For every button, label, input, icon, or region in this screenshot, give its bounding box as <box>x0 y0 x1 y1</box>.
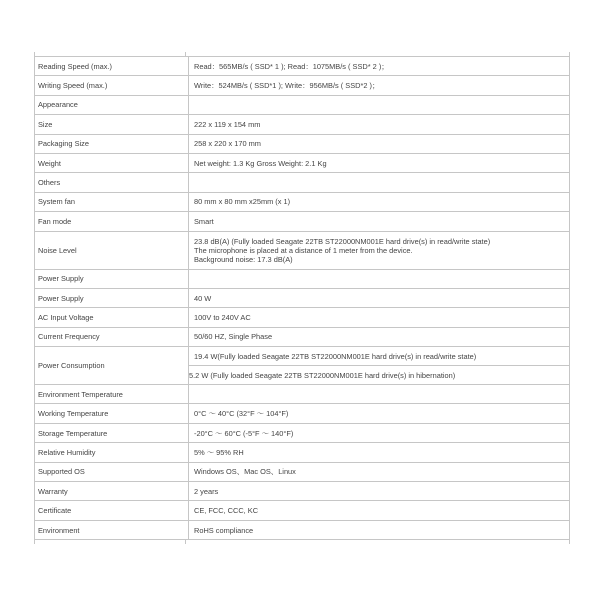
row-label: Power Consumption <box>35 347 189 385</box>
table-row <box>35 192 570 211</box>
row-label: System fan <box>35 192 189 211</box>
row-value <box>189 173 570 192</box>
row-label: Fan mode <box>35 212 189 231</box>
row-label: Environment <box>35 520 189 539</box>
table-row <box>35 482 570 501</box>
table-row <box>35 134 570 153</box>
row-value: 222 x 119 x 154 mm <box>189 115 570 134</box>
row-value: Write：524MB/s ( SSD*1 ); Write：956MB/s ( SSD*2 )； <box>189 76 570 95</box>
row-value: CE, FCC, CCC, KC <box>189 501 570 520</box>
row-label: Relative Humidity <box>35 443 189 462</box>
table-row <box>35 212 570 231</box>
table-row <box>35 153 570 172</box>
row-value: 50/60 HZ, Single Phase <box>189 327 570 346</box>
table-row <box>35 443 570 462</box>
row-value: Read：565MB/s ( SSD* 1 ); Read：1075MB/s ( SSD* 2 )； <box>189 57 570 76</box>
table-row <box>35 327 570 346</box>
table-row <box>35 347 570 366</box>
table-row <box>35 57 570 76</box>
row-value: 80 mm x 80 mm x25mm (x 1) <box>189 192 570 211</box>
row-label: Noise Level <box>35 231 189 269</box>
table-row <box>35 231 570 269</box>
spec-table <box>34 56 570 540</box>
row-label: Weight <box>35 153 189 172</box>
section-label: Power Supply <box>35 269 189 288</box>
table-row <box>35 308 570 327</box>
row-label: Current Frequency <box>35 327 189 346</box>
row-label: Warranty <box>35 482 189 501</box>
row-value: 100V to 240V AC <box>189 308 570 327</box>
row-value: Smart <box>189 212 570 231</box>
table-row <box>35 115 570 134</box>
row-value: 2 years <box>189 482 570 501</box>
section-label: Others <box>35 173 189 192</box>
noise-line: The microphone is placed at a distance of 1 meter from the device. <box>194 245 413 255</box>
row-value: Net weight: 1.3 Kg Gross Weight: 2.1 Kg <box>189 153 570 172</box>
row-value: RoHS compliance <box>189 520 570 539</box>
table-row <box>35 462 570 481</box>
row-value: 5% ～ 95% RH <box>189 443 570 462</box>
table-row <box>35 423 570 442</box>
row-label: Size <box>35 115 189 134</box>
section-label: Appearance <box>35 95 189 114</box>
section-row <box>35 385 570 404</box>
row-value: 258 x 220 x 170 mm <box>189 134 570 153</box>
noise-line: 23.8 dB(A) (Fully loaded Seagate 22TB ST22000NM001E hard drive(s) in read/write state) <box>194 236 491 246</box>
spec-sheet <box>34 56 570 540</box>
section-label: Environment Temperature <box>35 385 189 404</box>
row-value-multiline <box>189 231 570 269</box>
table-row <box>35 404 570 423</box>
row-label: Power Supply <box>35 288 189 307</box>
row-value <box>189 269 570 288</box>
row-value: 0°C ～ 40°C (32°F ～ 104°F) <box>189 404 570 423</box>
row-label: Working Temperature <box>35 404 189 423</box>
row-label: Storage Temperature <box>35 423 189 442</box>
noise-line: Background noise: 17.3 dB(A) <box>194 254 293 264</box>
row-value: 40 W <box>189 288 570 307</box>
row-label: AC Input Voltage <box>35 308 189 327</box>
row-value: Windows OS、Mac OS、Linux <box>189 462 570 481</box>
row-label: Certificate <box>35 501 189 520</box>
row-value: 5.2 W (Fully loaded Seagate 22TB ST22000NM001E hard drive(s) in hibernation) <box>189 366 570 385</box>
row-value: 19.4 W(Fully loaded Seagate 22TB ST22000NM001E hard drive(s) in read/write state) <box>189 347 570 366</box>
table-bottom-edge <box>34 540 570 544</box>
table-row <box>35 501 570 520</box>
table-row <box>35 520 570 539</box>
row-label: Reading Speed (max.) <box>35 57 189 76</box>
table-row <box>35 76 570 95</box>
section-row <box>35 173 570 192</box>
row-label: Supported OS <box>35 462 189 481</box>
row-label: Packaging Size <box>35 134 189 153</box>
row-value: -20°C ～ 60°C (-5°F ～ 140°F) <box>189 423 570 442</box>
table-row <box>35 288 570 307</box>
row-label: Writing Speed (max.) <box>35 76 189 95</box>
row-value <box>189 95 570 114</box>
section-row <box>35 95 570 114</box>
section-row <box>35 269 570 288</box>
row-value <box>189 385 570 404</box>
